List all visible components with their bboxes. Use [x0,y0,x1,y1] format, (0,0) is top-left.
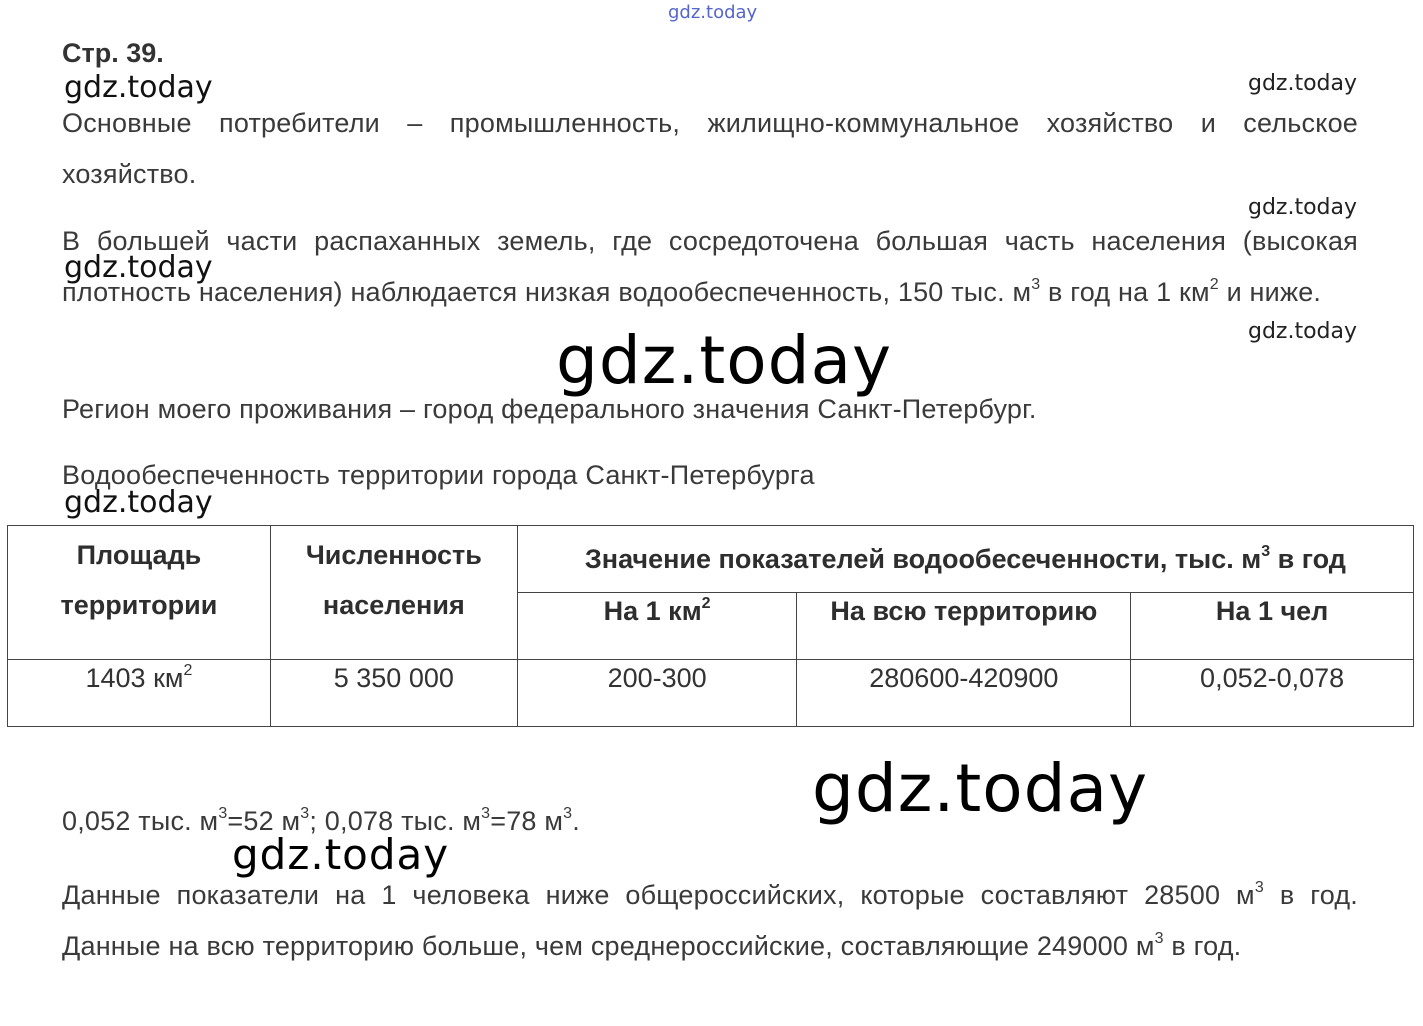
watermark-mid: gdz.today [64,250,213,285]
cell-population: 5 350 000 [270,660,517,727]
header-per-km: На 1 $км^2$ [517,593,797,660]
watermark-mid: gdz.today [64,70,213,105]
conversion-line: 0,052 тыс. $м^3=52$ $м^3$; 0,078 тыс. $м^3=78$ $м^3$. [62,805,580,836]
watermark-mid: gdz.today [232,830,450,879]
header-values: Значение показателей водообесеченности, тыс. $м^3$ в год [517,526,1413,593]
watermark-big: gdz.today [556,322,893,399]
table-title: Водообеспеченность территории города Санкт-Петербурга [62,460,815,490]
paragraph-consumers: Основные потребители – промышленность, жилищно-коммунальное хозяйство и сельское хозяйство. [62,108,1358,189]
paragraph-comparison: Данные показатели на 1 человека ниже общероссийских, которые составляют 28500 $м^3$ в год. Данные на всю территорию больше, чем среднероссийские, составляющие 249000 $м^3$ в год. [62,879,1358,961]
table-row [8,660,1414,727]
watermark-small: gdz.today [1248,319,1358,344]
paragraph-region: Регион моего проживания – город федерального значения Санкт-Петербург. [62,394,1037,424]
cell-per-person: 0,052-0,078 [1131,660,1414,727]
page-heading: Стр. 39. [62,38,164,68]
watermark-small: gdz.today [1248,71,1358,96]
water-supply-table [7,525,1414,727]
watermark-mid: gdz.today [64,485,213,520]
paragraph-water-supply: В большей части распаханных земель, где сосредоточена большая часть населения (высокая плотность населения) наблюдается низкая водообеспеченность, 150 тыс. $м^3$ в год на 1 $км^2$ и ниже. [62,226,1358,307]
header-area: Площадь территории [8,526,271,660]
header-population: Численность населения [270,526,517,660]
cell-per-km: 200-300 [517,660,797,727]
watermark-small: gdz.today [1248,195,1358,220]
watermark-big: gdz.today [812,750,1149,827]
cell-area: 1403 $км^2$ [8,660,271,727]
watermark-top: gdz.today [668,2,758,23]
header-per-person: На 1 чел [1131,593,1414,660]
header-total: На всю территорию [797,593,1131,660]
cell-total: 280600-420900 [797,660,1131,727]
